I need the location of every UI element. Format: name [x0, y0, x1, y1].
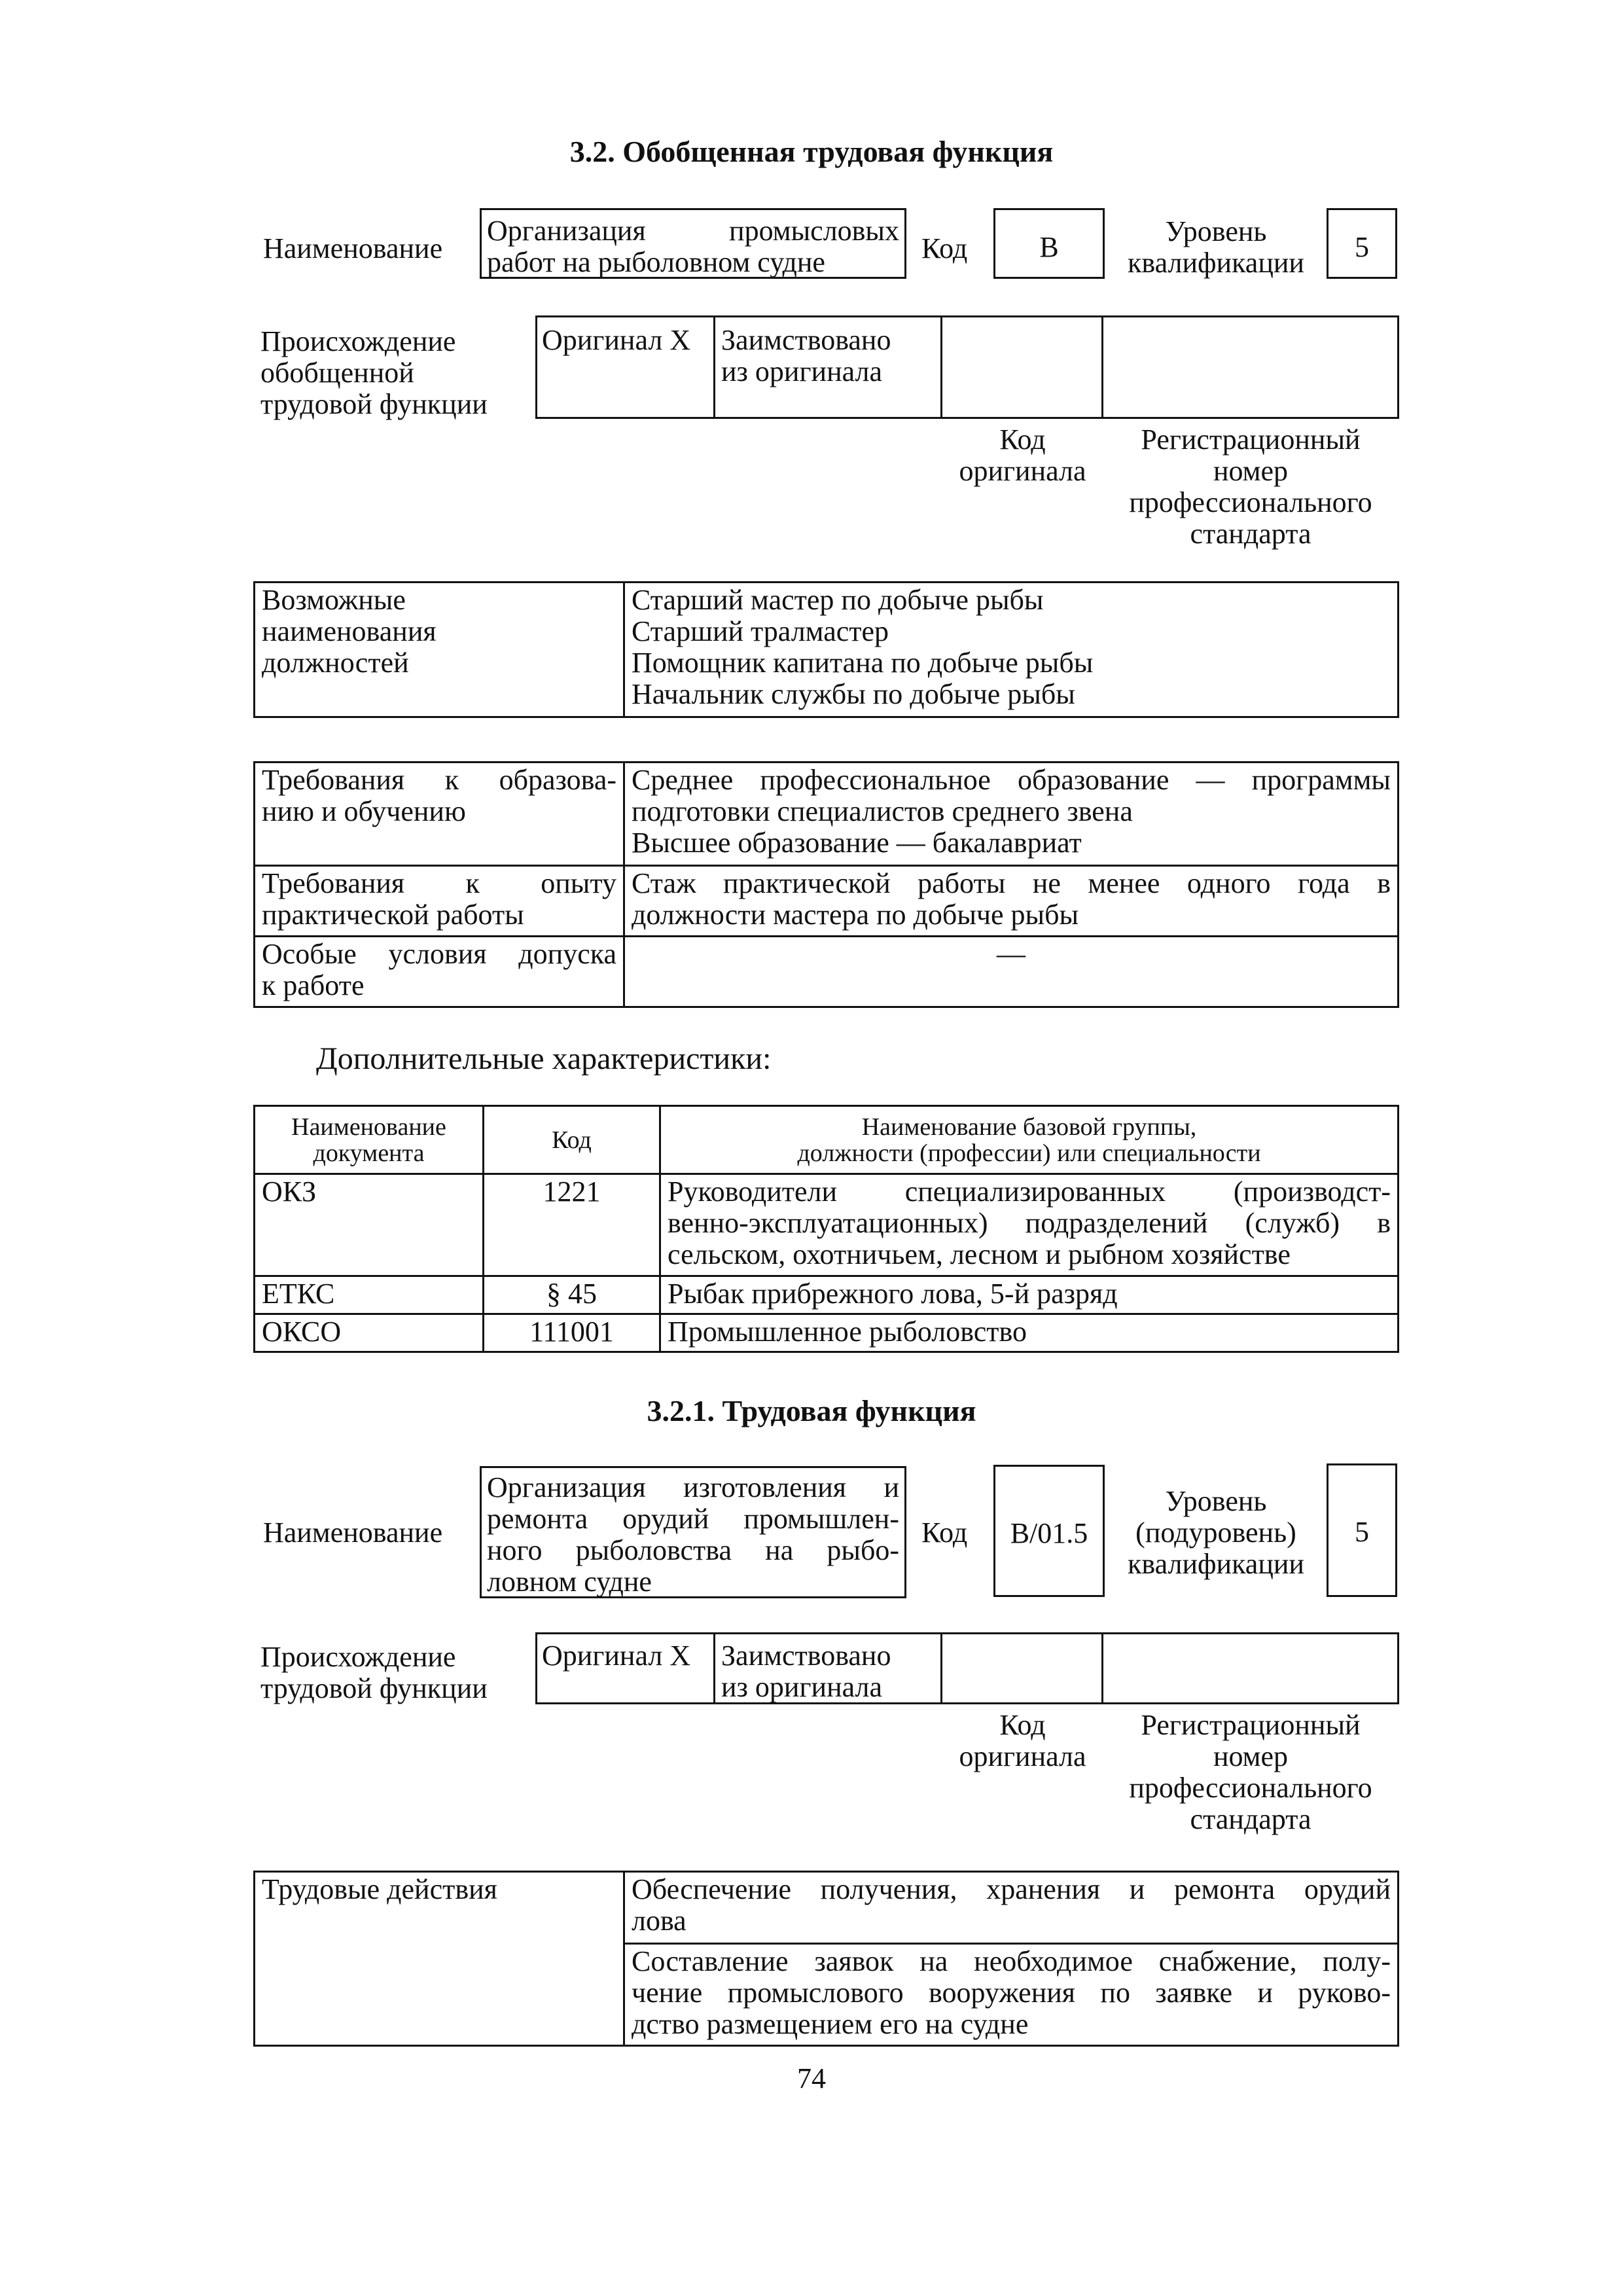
additional-name: Руководители специализированных (производст- венно-эксплуатационных) подразделений (служб) в сельском, охотничьем, лесном и рыбном хозяйстве	[660, 1174, 1399, 1276]
function-level-label	[1111, 1486, 1321, 1580]
positions-list	[624, 583, 1399, 717]
requirements-table	[253, 761, 1399, 1008]
name-value-line-2: работ на рыболовном судне	[487, 246, 825, 278]
function-borrowed-line-2: из оригинала	[721, 1671, 883, 1703]
positions-label-line-1: Возможные	[262, 584, 406, 616]
origin-reg-line-2: номер	[1213, 455, 1289, 487]
origin-label-line-1: Происхождение	[260, 325, 456, 357]
table-row	[255, 1174, 1399, 1276]
actions-label: Трудовые действия	[255, 1872, 624, 2046]
req-education-value: Среднее профессиональное образование — программы подготовки специалистов среднего звена Высшее образование — бакалавриат	[624, 762, 1399, 866]
origin-reg-line-1: Регистрационный	[1141, 423, 1361, 456]
name-value-line-1: Организация промысловых	[487, 215, 899, 247]
origin-borrowed	[721, 325, 891, 387]
level-value: 5	[1327, 208, 1397, 279]
function-name-label: Наименование	[263, 1516, 443, 1549]
additional-header-doc: Наименование документа	[255, 1106, 484, 1174]
origin-borrowed-line-1: Заимствовано	[721, 324, 891, 356]
action-item: Обеспечение получения, хранения и ремонта орудий лова	[624, 1872, 1399, 1944]
origin-label	[260, 326, 488, 420]
table-row	[255, 1314, 1399, 1352]
function-level-line-3: квалификации	[1128, 1548, 1304, 1580]
code-label: Код	[921, 232, 968, 264]
additional-doc: ОКЗ	[255, 1174, 484, 1276]
origin-label-line-2: обобщенной	[260, 357, 414, 389]
function-origin-reg-label	[1103, 1710, 1398, 1835]
name-label: Наименование	[263, 232, 443, 264]
origin-code-label	[942, 424, 1103, 487]
origin-borrowed-line-2: из оригинала	[721, 355, 883, 387]
action-item: Составление заявок на необходимое снабжение, полу- чение промыслового вооружения по заявке и руково- дство размещением его на судне	[624, 1944, 1399, 2046]
function-level-line-2: (подуровень)	[1135, 1516, 1296, 1549]
level-label-line-1: Уровень	[1165, 215, 1267, 247]
position-item: Начальник службы по добыче рыбы	[632, 678, 1075, 710]
additional-name: Промышленное рыболовство	[660, 1314, 1399, 1352]
function-reg-line-2: номер	[1213, 1740, 1289, 1772]
req-experience-value: Стаж практической работы не менее одного года в должности мастера по добыче рыбы	[624, 866, 1399, 937]
actions-table	[253, 1871, 1399, 2047]
origin-reg-label	[1103, 424, 1398, 550]
req-conditions-label: Особые условия допуска к работе	[255, 937, 624, 1007]
additional-header-name: Наименование базовой группы, должности (профессии) или специальности	[660, 1106, 1399, 1174]
position-item: Старший мастер по добыче рыбы	[632, 584, 1044, 616]
additional-code: 111001	[484, 1314, 660, 1352]
level-label	[1111, 216, 1321, 279]
positions-table	[253, 581, 1399, 718]
additional-table	[253, 1105, 1399, 1353]
section-title: 3.2. Обобщенная трудовая функция	[569, 135, 1054, 168]
additional-doc: ОКСО	[255, 1314, 484, 1352]
positions-label	[255, 583, 624, 717]
code-value: В	[993, 208, 1105, 279]
additional-doc: ЕТКС	[255, 1276, 484, 1314]
req-conditions-value: —	[624, 937, 1399, 1007]
function-reg-line-4: стандарта	[1190, 1803, 1311, 1835]
additional-code: § 45	[484, 1276, 660, 1314]
function-origin-code-label	[942, 1710, 1103, 1772]
page-number: 74	[797, 2062, 826, 2094]
function-level-line-1: Уровень	[1165, 1485, 1267, 1517]
function-origin-line-2: трудовой функции	[260, 1672, 488, 1704]
additional-code: 1221	[484, 1174, 660, 1276]
function-code-line-1: Код	[999, 1709, 1046, 1741]
function-code-label: Код	[921, 1516, 968, 1549]
level-label-line-2: квалификации	[1128, 247, 1304, 279]
function-origin-original: Оригинал Х	[542, 1640, 691, 1672]
name-value	[480, 208, 906, 279]
positions-label-line-3: должностей	[262, 647, 409, 679]
additional-name: Рыбак прибрежного лова, 5-й разряд	[660, 1276, 1399, 1314]
origin-code-line-1: Код	[999, 423, 1046, 456]
function-reg-line-1: Регистрационный	[1141, 1709, 1361, 1741]
origin-reg-line-3: профессионального	[1129, 486, 1372, 518]
function-name-value: Организация изготовления и ремонта орудий промышлен- ного рыболовства на рыбо- ловном судне	[480, 1466, 906, 1598]
function-origin-borrowed	[721, 1640, 891, 1703]
origin-label-line-3: трудовой функции	[260, 388, 488, 420]
origin-reg-line-4: стандарта	[1190, 518, 1311, 550]
function-code-line-2: оригинала	[959, 1740, 1086, 1772]
function-title: 3.2.1. Трудовая функция	[647, 1394, 976, 1427]
position-item: Старший тралмастер	[632, 615, 889, 647]
table-row	[255, 1276, 1399, 1314]
position-item: Помощник капитана по добыче рыбы	[632, 647, 1094, 679]
function-borrowed-line-1: Заимствовано	[721, 1640, 891, 1672]
req-experience-label: Требования к опыту практической работы	[255, 866, 624, 937]
function-code-value: В/01.5	[993, 1465, 1105, 1597]
function-reg-line-3: профессионального	[1129, 1772, 1372, 1804]
function-origin-label	[260, 1641, 488, 1704]
positions-label-line-2: наименования	[262, 615, 437, 647]
req-education-label: Требования к образова- нию и обучению	[255, 762, 624, 866]
additional-title: Дополнительные характеристики:	[316, 1041, 772, 1076]
req-education-line-2: Высшее образование — бакалавриат	[632, 827, 1082, 859]
function-level-value: 5	[1327, 1463, 1397, 1597]
function-origin-line-1: Происхождение	[260, 1641, 456, 1673]
origin-original: Оригинал Х	[542, 324, 691, 356]
origin-code-line-2: оригинала	[959, 455, 1086, 487]
additional-header-code: Код	[484, 1106, 660, 1174]
